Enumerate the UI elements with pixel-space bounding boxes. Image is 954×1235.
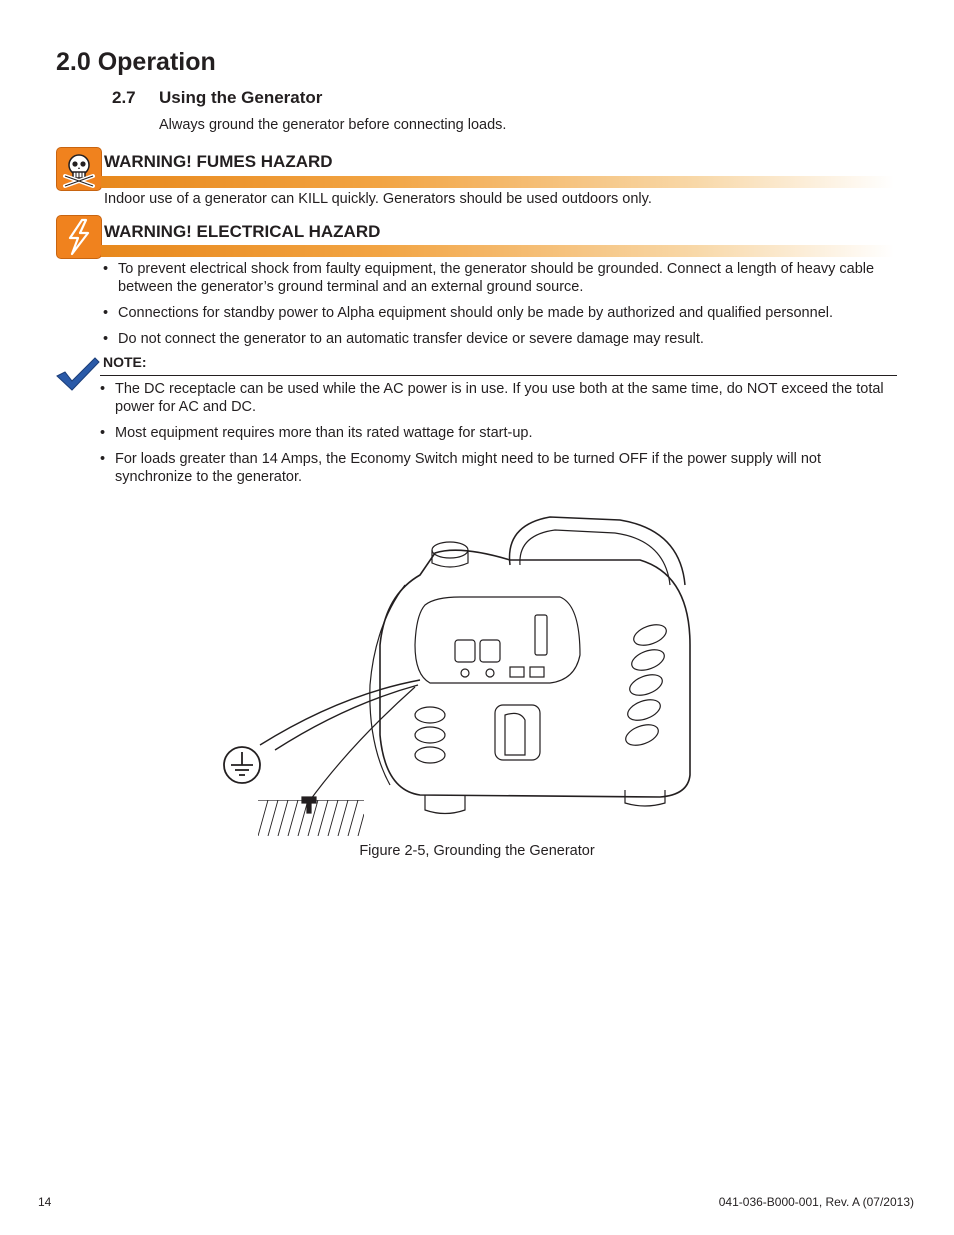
- list-item: • Connections for standby power to Alpha equipment should only be made by authorized and qualified personnel.: [103, 304, 893, 322]
- list-item: • The DC receptacle can be used while the AC power is in use. If you use both at the same time, do NOT exceed the total power for AC and DC.: [100, 380, 895, 416]
- electrical-warning-bar: [101, 245, 894, 257]
- document-id: 041-036-B000-001, Rev. A (07/2013): [718, 1195, 914, 1209]
- subsection-number: 2.7: [112, 88, 136, 107]
- lightning-bolt-icon: [56, 215, 102, 259]
- fumes-warning-bar: [101, 176, 894, 188]
- ground-hatch: [258, 800, 364, 836]
- skull-crossbones-icon: [56, 147, 102, 191]
- intro-text: Always ground the generator before connecting loads.: [159, 117, 507, 133]
- checkmark-icon: [55, 356, 101, 392]
- list-item: • Do not connect the generator to an automatic transfer device or severe damage may result.: [103, 330, 893, 348]
- page-number: 14: [38, 1195, 52, 1209]
- fumes-warning-title: WARNING! FUMES HAZARD: [104, 152, 333, 171]
- generator-illustration: [220, 505, 720, 840]
- list-item: • Most equipment requires more than its rated wattage for start-up.: [100, 424, 895, 442]
- note-divider: [100, 375, 897, 376]
- subsection-title: Using the Generator: [159, 88, 323, 107]
- electrical-warning-title: WARNING! ELECTRICAL HAZARD: [104, 222, 381, 241]
- list-item: • For loads greater than 14 Amps, the Economy Switch might need to be turned OFF if the power supply will not synchronize to the generator.: [100, 450, 895, 486]
- electrical-warning-list: [103, 260, 893, 356]
- fumes-warning-text: Indoor use of a generator can KILL quickly. Generators should be used outdoors only.: [104, 191, 652, 207]
- note-list: [100, 380, 895, 494]
- page-title: 2.0 Operation: [56, 48, 216, 76]
- figure-caption: Figure 2-5, Grounding the Generator: [359, 843, 595, 859]
- ground-symbol-icon: [222, 745, 262, 785]
- list-item: • To prevent electrical shock from faulty equipment, the generator should be grounded. Connect a length of heavy cable between the generator’s ground terminal and an external ground source.: [103, 260, 893, 296]
- note-label: NOTE:: [103, 354, 147, 370]
